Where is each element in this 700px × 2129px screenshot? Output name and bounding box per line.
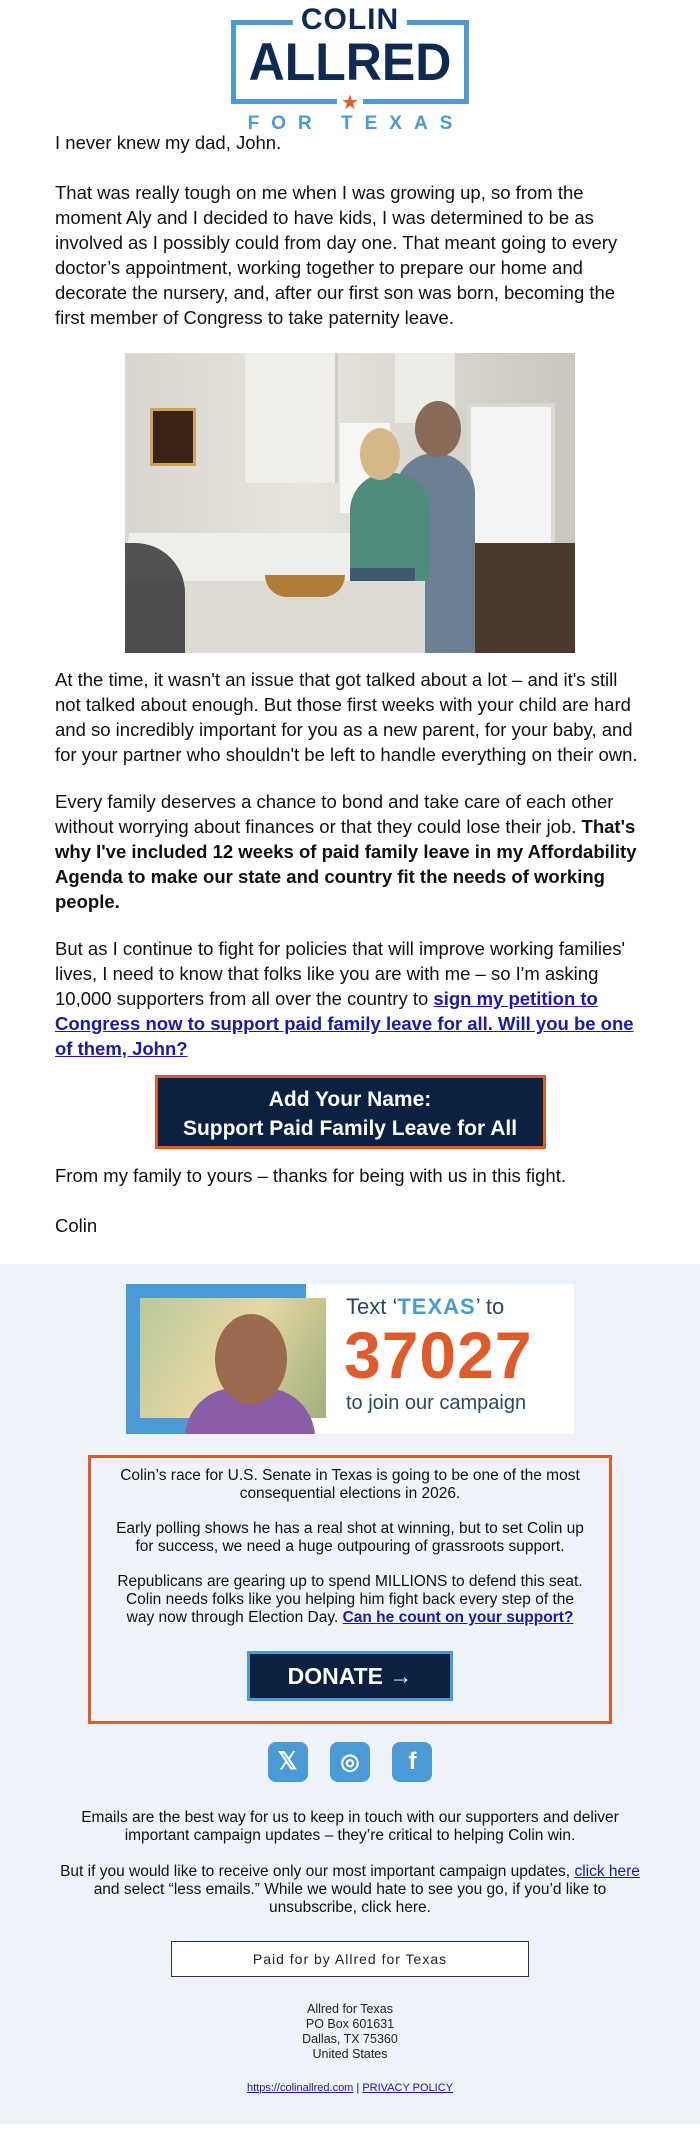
letter-closing: From my family to yours – thanks for being with us in this fight.: [55, 1165, 566, 1186]
petition-link[interactable]: sign my petition to Congress now to support paid family leave for all. Will you be one of them, John?: [55, 988, 634, 1059]
mailing-address: Allred for Texas PO Box 601631 Dallas, TX 75360 United States: [302, 2002, 398, 2061]
add-your-name-button[interactable]: [155, 1075, 546, 1149]
banner-shortcode: 37027: [344, 1318, 533, 1392]
paragraph-text: But as I continue to fight for policies that will improve working families' lives, I need to know that folks like you are with me – so I'm asking 10,000 supporters from all over the country to: [55, 938, 626, 1009]
logo-last-name: ALLRED: [248, 32, 452, 92]
letter-paragraph-3: [55, 789, 645, 914]
privacy-policy-link[interactable]: PRIVACY POLICY: [362, 2082, 454, 2094]
letter-greeting: I never knew my dad, John.: [55, 132, 282, 153]
letter-paragraph-4: [55, 936, 645, 1061]
banner-tagline: to join our campaign: [346, 1392, 527, 1414]
appeal-paragraph-3: Republicans are gearing up to spend MILLIONS to defend this seat. Colin needs folks like you helping him fight back every step of the way now through Election Day. Can he count on your support?: [117, 1573, 583, 1626]
letter-paragraph-1: That was really tough on me when I was growing up, so from the moment Aly and I decided to have kids, I was determined to be as involved as I possibly could from day one. That meant going to every doctor’s appointment, working together to prepare our home and decorate the nursery, and, after our first son was born, becoming the first member of Congress to take paternity leave.: [55, 182, 618, 328]
texas-star-icon: ★: [337, 93, 363, 113]
donate-button[interactable]: DONATE →: [247, 1651, 453, 1701]
letter-signoff: Colin: [55, 1215, 98, 1236]
paragraph-emphasis: That's why I've included 12 weeks of paid family leave in my Affordability Agenda to make our state and country fit the needs of working people.: [55, 816, 637, 912]
logo-tagline: FOR TEXAS: [247, 113, 465, 134]
cta-line-1: Add Your Name:: [268, 1088, 432, 1111]
fundraising-appeal-box: [88, 1455, 612, 1724]
cta-line-2: Support Paid Family Leave for All: [182, 1117, 518, 1140]
logo-frame: [231, 3, 469, 114]
campaign-logo[interactable]: [0, 0, 700, 134]
legal-paragraph-2: But if you would like to receive only our most important campaign updates, click here and select “less emails.” While we would hate to see you go, if you’d like to unsubscribe, click here.: [60, 1863, 640, 1916]
facebook-icon[interactable]: f: [392, 1742, 432, 1782]
instagram-icon[interactable]: ◎: [330, 1742, 370, 1782]
appeal-paragraph-1: Colin’s race for U.S. Senate in Texas is going to be one of the most consequential elections in 2026.: [120, 1467, 580, 1502]
email-footer: [0, 1264, 700, 2124]
support-link[interactable]: Can he count on your support?: [342, 1609, 574, 1626]
less-emails-link[interactable]: click here: [574, 1863, 640, 1880]
banner-keyword: TEXAS: [397, 1294, 476, 1319]
logo-first-name: COLIN: [293, 5, 407, 35]
letter-paragraph-2: At the time, it wasn't an issue that got talked about a lot – and it's still not talked about enough. But those first weeks with your child are hard and so incredibly important for you as a new parent, for your baby, and for your partner who shouldn't be left to handle everything on their own.: [55, 669, 638, 765]
website-link[interactable]: https://colinallred.com: [246, 2082, 354, 2094]
footer-links: https://colinallred.com | PRIVACY POLICY: [246, 2082, 454, 2094]
social-links: [0, 1742, 700, 1786]
text-to-join-banner[interactable]: [126, 1284, 574, 1434]
letter-body: [0, 130, 700, 1238]
email-preferences-notice: [0, 1809, 700, 1917]
paid-for-disclaimer: Paid for by Allred for Texas: [171, 1941, 529, 1977]
paragraph-text: Every family deserves a chance to bond and take care of each other without worrying about finances or that they could lose their job.: [55, 791, 614, 837]
appeal-paragraph-2: Early polling shows he has a real shot at winning, but to set Colin up for success, we need a huge outpouring of grassroots support.: [116, 1520, 584, 1555]
legal-paragraph-1: Emails are the best way for us to keep in touch with our supporters and deliver important campaign updates – they’re critical to helping Colin win.: [81, 1809, 619, 1844]
x-twitter-icon[interactable]: 𝕏: [268, 1742, 308, 1782]
banner-text-prompt: Text ‘TEXAS’ to: [346, 1294, 505, 1319]
colin-portrait: [140, 1298, 326, 1418]
family-kitchen-photo: [125, 353, 575, 653]
